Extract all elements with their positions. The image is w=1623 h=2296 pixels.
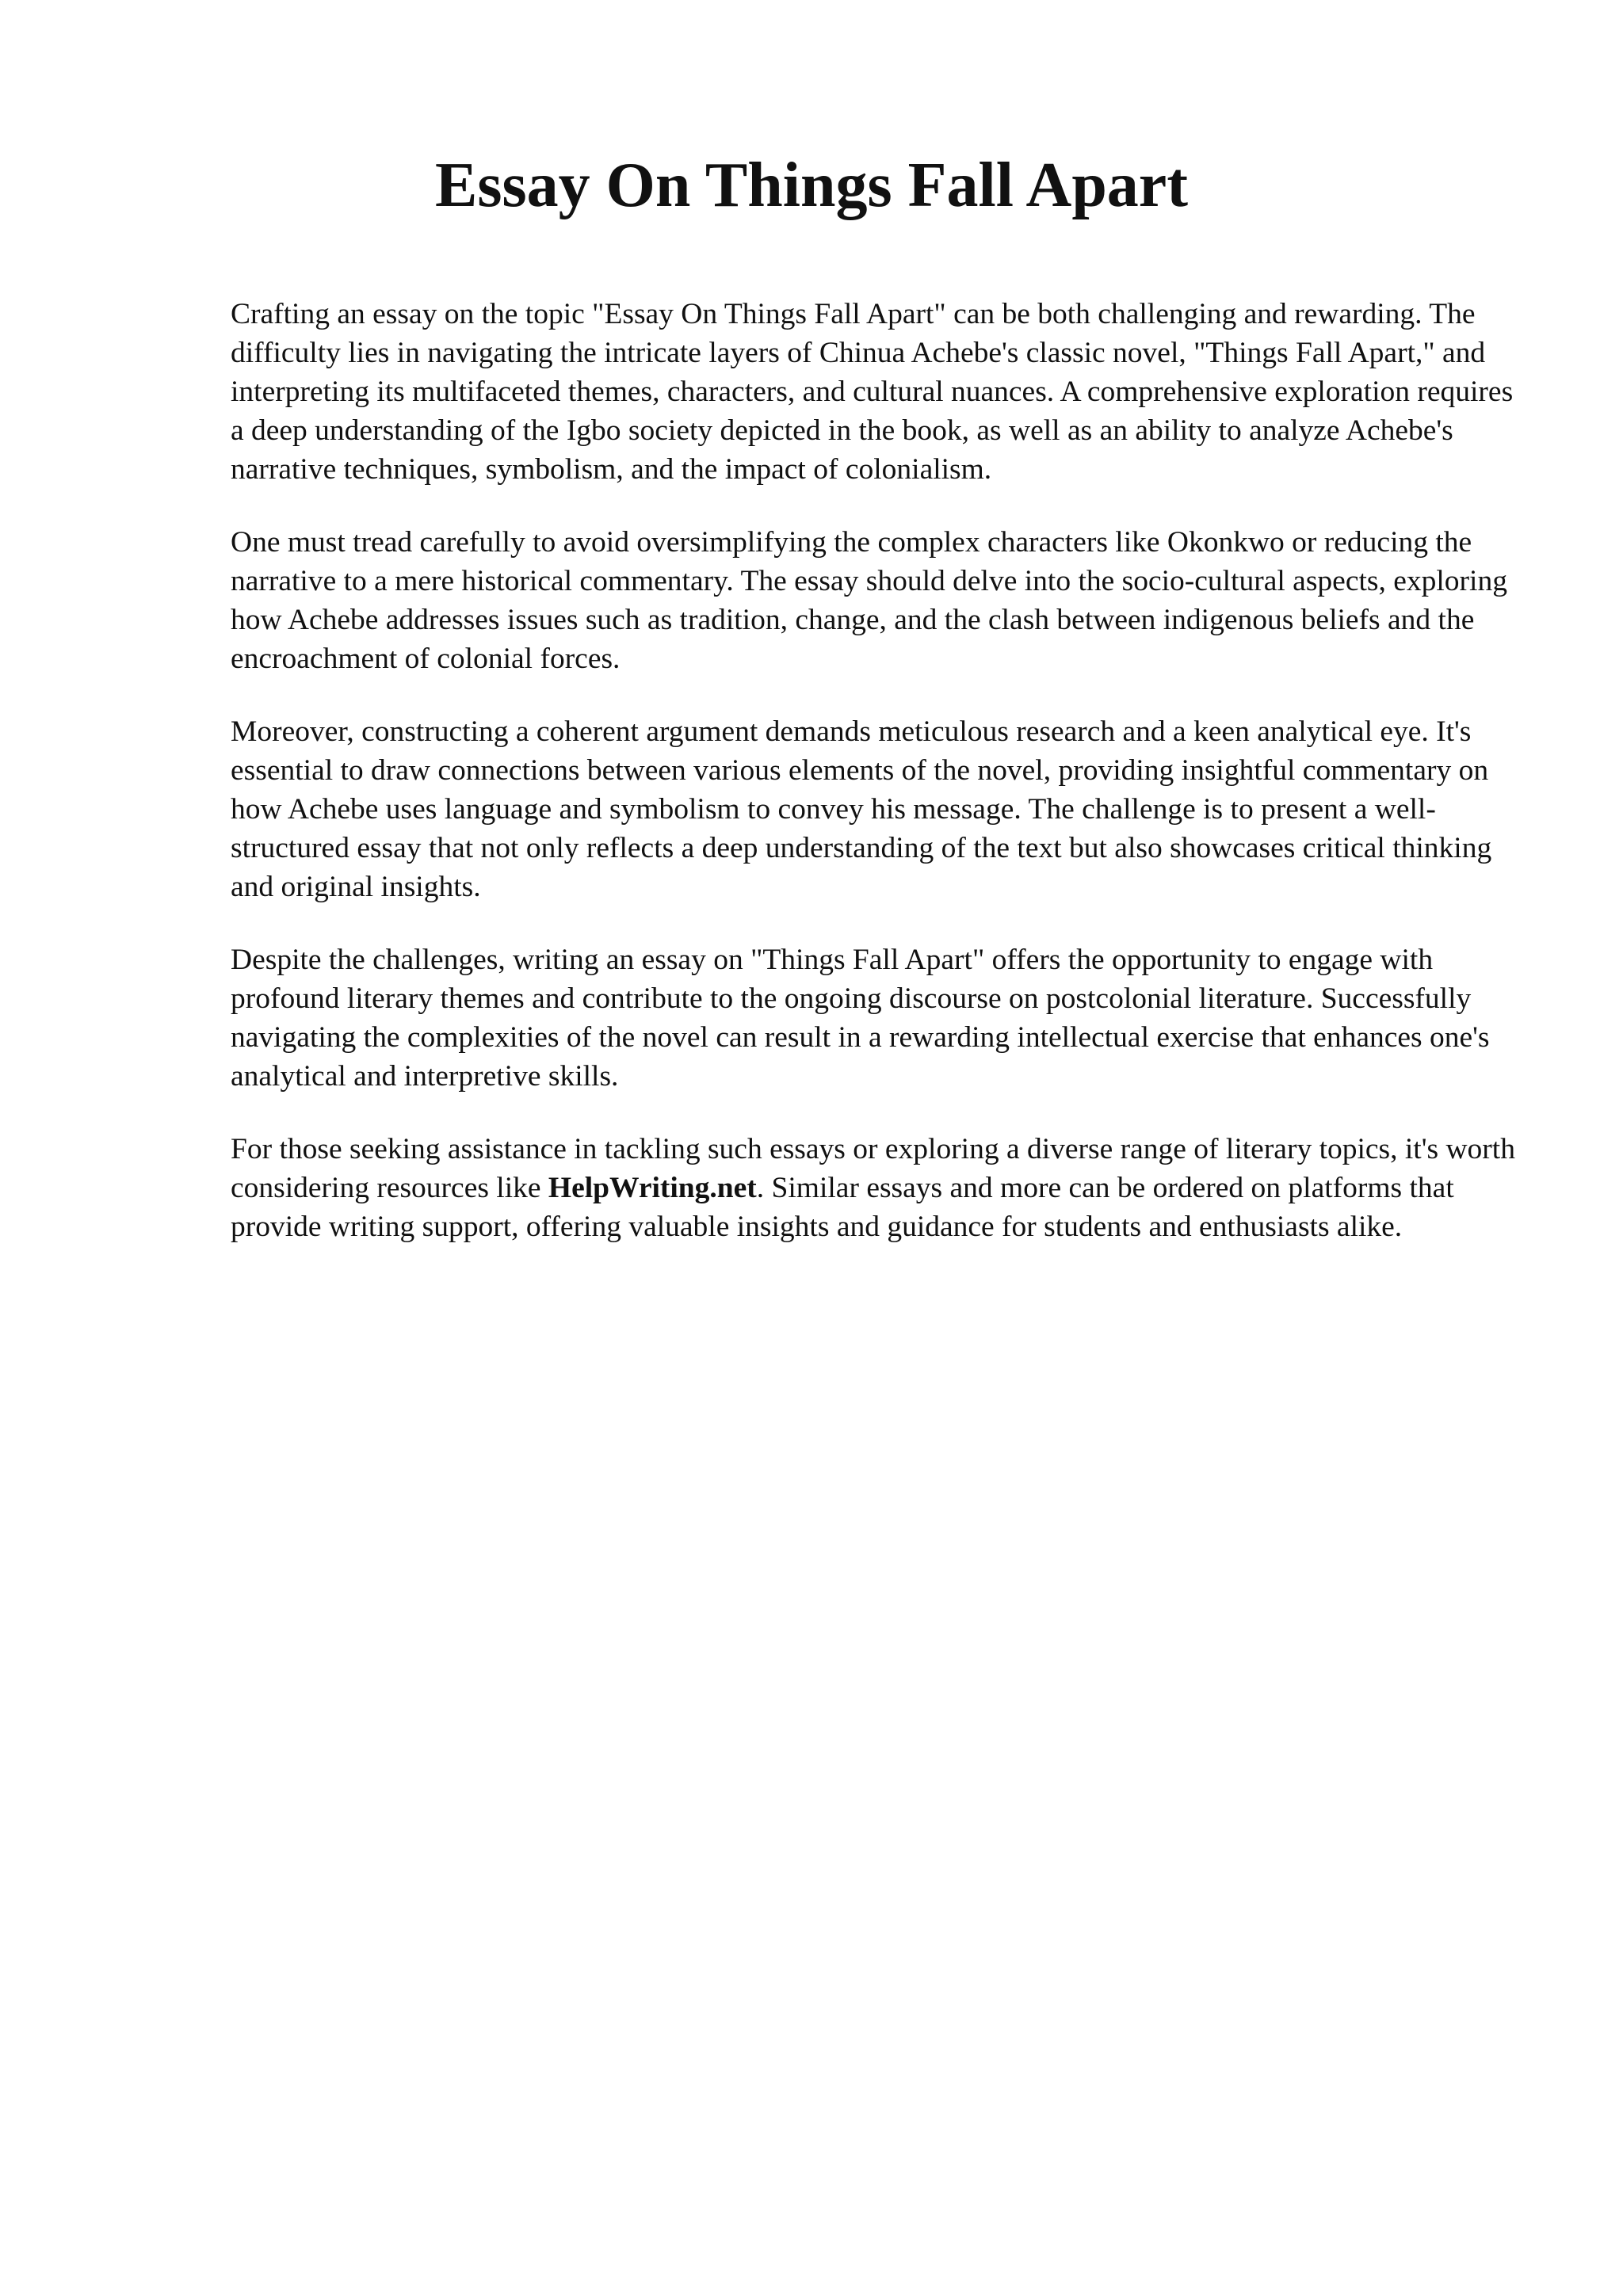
brand-name: HelpWriting.net [548,1172,757,1204]
paragraph-3: Moreover, constructing a coherent argument demands meticulous research and a keen analytical eye. It's essential to draw connections between various elements of the novel, providing insightful commentary on how Achebe uses language and symbolism to convey his message. The challenge is to present a well-structured essay that not only reflects a deep understanding of the text but also showcases critical thinking and original insights. [231,715,1492,903]
paragraph-5-text-before: For those seeking assistance in tackling such essays or exploring a diverse range of literary topics, it's worth considering resources like [231,1133,1515,1204]
paragraph-2: One must tread carefully to avoid oversimplifying the complex characters like Okonkwo or reducing the narrative to a mere historical commentary. The essay should delve into the socio-cultural aspects, exploring how Achebe addresses issues such as tradition, change, and the clash between indigenous beliefs and the encroachment of colonial forces. [231,526,1507,675]
paragraph-5-text-after: . Similar essays and more can be ordered on platforms that provide writing support, offering valuable insights and guidance for students and enthusiasts alike. [231,1172,1454,1243]
paragraph-4: Despite the challenges, writing an essay on "Things Fall Apart" offers the opportunity to engage with profound literary themes and contribute to the ongoing discourse on postcolonial literature. Successfully navigating the complexities of the novel can result in a rewarding intellectual exercise that enhances one's analytical and interpretive skills. [231,944,1490,1093]
document-body [231,295,1518,1280]
paragraph-5 [231,1130,1518,1246]
document-title: Essay On Things Fall Apart [435,151,1188,220]
paragraph-1: Crafting an essay on the topic "Essay On Things Fall Apart" can be both challenging and rewarding. The difficulty lies in navigating the intricate layers of Chinua Achebe's classic novel, "Things Fall Apart," and interpreting its multifaceted themes, characters, and cultural nuances. A comprehensive exploration requires a deep understanding of the Igbo society depicted in the book, as well as an ability to analyze Achebe's narrative techniques, symbolism, and the impact of colonialism. [231,298,1514,486]
